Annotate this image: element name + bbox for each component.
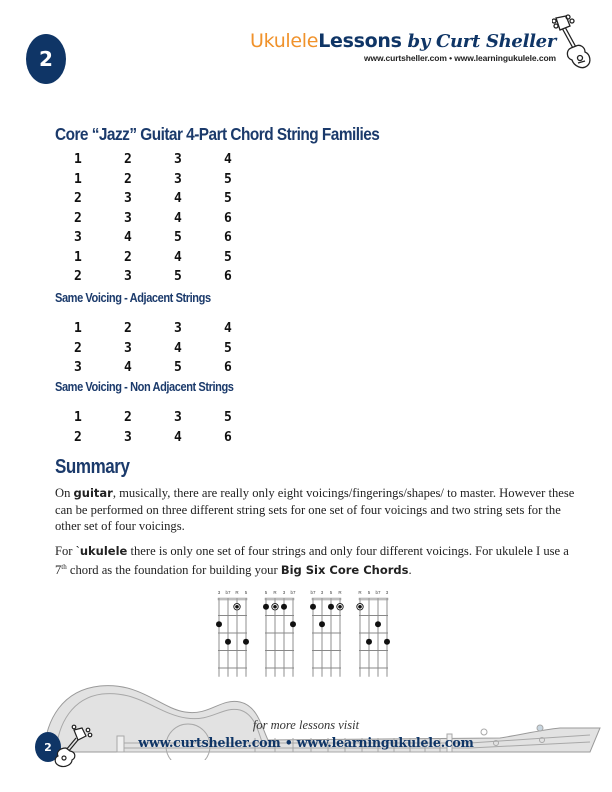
nut [218, 598, 247, 600]
string-number: 3 [74, 360, 82, 376]
finger-dot [310, 604, 316, 610]
chord-diagrams [215, 588, 395, 685]
string-number: 2 [74, 210, 82, 226]
string-number: 6 [224, 230, 232, 246]
adjacent-section [55, 290, 274, 378]
adjacent-strings-body [73, 319, 274, 378]
keyword-ukulele: ukulele [79, 543, 128, 558]
core-families-section [55, 124, 424, 287]
nut [265, 598, 294, 600]
finger-dot [375, 621, 381, 627]
string-number: 2 [74, 429, 82, 445]
table-row [73, 339, 274, 359]
interval-label: 3 [385, 590, 389, 595]
interval-label: b7 [225, 590, 231, 595]
string-number: 1 [74, 410, 82, 426]
finger-dot [225, 639, 231, 645]
footer-urls[interactable]: www.curtsheller.com • www.learningukulele.com [138, 735, 474, 750]
table-row [73, 228, 274, 248]
interval-label: R [338, 590, 342, 595]
string-number: 2 [74, 269, 82, 285]
interval-label: 5 [367, 590, 371, 595]
summary-title: Summary [55, 456, 130, 478]
interval-label: 3 [282, 590, 286, 595]
root-dot-center [235, 605, 239, 609]
finger-dot [366, 639, 372, 645]
string-number: 3 [124, 210, 132, 226]
string-number: 5 [224, 249, 232, 265]
string-number: 4 [174, 429, 182, 445]
text: , musically, there are really only eight voicings/fingerings/shapes/ to master. However these can be performed on three different string sets for one set of four voicings and two string sets for the other set of four voicings. [55, 486, 575, 533]
finger-dot [216, 621, 222, 627]
string-families-table [73, 150, 274, 287]
section-title: Core “Jazz” Guitar 4-Part Chord String Families [55, 124, 380, 144]
string-families-body [73, 150, 274, 287]
string-number: 3 [124, 429, 132, 445]
table-row [73, 408, 274, 428]
footer-ukulele-icon [50, 724, 94, 768]
string-number: 5 [224, 410, 232, 426]
string-number: 6 [224, 269, 232, 285]
page-number: 2 [39, 47, 53, 71]
string-number: 4 [224, 152, 232, 168]
string-number: 4 [124, 360, 132, 376]
ukulele-logo-icon [552, 14, 592, 74]
string-number: 1 [74, 321, 82, 337]
finger-dot [384, 639, 390, 645]
string-number: 3 [124, 340, 132, 356]
keyword-big-six-core-chords: Big Six Core Chords [280, 563, 409, 578]
string-number: 3 [174, 321, 182, 337]
text: chord as the foundation for building your [66, 563, 281, 578]
string-number: 4 [124, 230, 132, 246]
string-number: 3 [124, 191, 132, 207]
string-number: 3 [124, 269, 132, 285]
non-adjacent-section [55, 379, 274, 447]
interval-label: R [273, 590, 277, 595]
string-number: 3 [174, 410, 182, 426]
text: For ` [55, 543, 80, 558]
string-number: 1 [74, 171, 82, 187]
string-number: 2 [74, 340, 82, 356]
finger-dot [281, 604, 287, 610]
finger-dot [263, 604, 269, 610]
keyword-guitar: guitar [73, 486, 113, 500]
interval-label: 5 [244, 590, 248, 595]
interval-label: 5 [264, 590, 268, 595]
table-row [73, 209, 274, 229]
summary-paragraph-guitar [55, 485, 575, 535]
string-number: 1 [74, 152, 82, 168]
summary-section [55, 456, 575, 579]
string-number: 2 [124, 321, 132, 337]
string-number: 4 [174, 191, 182, 207]
string-number: 2 [74, 191, 82, 207]
table-row [73, 150, 274, 170]
finger-dot [319, 621, 325, 627]
root-dot-center [358, 605, 362, 609]
string-number: 5 [174, 360, 182, 376]
footer-intro: for more lessons visit [252, 718, 360, 732]
text: there is only one set of four strings and only four different voicings. For ukulele I use a 7 [55, 543, 569, 578]
chord-diagram [357, 590, 390, 677]
string-number: 3 [174, 152, 182, 168]
nut [312, 598, 341, 600]
interval-label: R [358, 590, 362, 595]
subsection-title: Same Voicing - Adjacent Strings [55, 290, 211, 305]
chord-diagram [263, 590, 296, 677]
finger-dot [290, 621, 296, 627]
brand-title [250, 30, 556, 53]
finger-dot [328, 604, 334, 610]
string-number: 5 [224, 340, 232, 356]
interval-label: b7 [290, 590, 296, 595]
non-adjacent-strings-body [73, 408, 274, 447]
string-number: 6 [224, 429, 232, 445]
interval-label: R [235, 590, 239, 595]
string-number: 4 [224, 321, 232, 337]
table-row [73, 428, 274, 448]
table-row [73, 358, 274, 378]
interval-label: b7 [310, 590, 316, 595]
string-number: 2 [124, 249, 132, 265]
string-number: 5 [224, 171, 232, 187]
finger-dot [243, 639, 249, 645]
root-dot-center [273, 605, 277, 609]
string-number: 1 [74, 249, 82, 265]
non-adjacent-strings-table [73, 408, 274, 447]
brand-ukulele: Ukulele [249, 30, 319, 52]
string-number: 5 [174, 269, 182, 285]
adjacent-strings-table [73, 319, 274, 378]
footer-page-number: 2 [44, 740, 52, 754]
string-number: 2 [124, 152, 132, 168]
string-number: 6 [224, 210, 232, 226]
string-number: 5 [224, 191, 232, 207]
string-number: 4 [174, 249, 182, 265]
string-number: 4 [174, 210, 182, 226]
table-row [73, 248, 274, 268]
table-row [73, 267, 274, 287]
brand-urls[interactable]: www.curtsheller.com • www.learningukulele.com [364, 53, 556, 63]
root-dot-center [338, 605, 342, 609]
string-number: 2 [124, 171, 132, 187]
chord-diagram [310, 590, 343, 677]
brand-lessons: Lessons [318, 30, 402, 52]
brand-logo[interactable] [250, 30, 556, 63]
text: . [408, 563, 412, 578]
interval-label: 3 [217, 590, 221, 595]
string-number: 6 [224, 360, 232, 376]
table-row [73, 170, 274, 190]
table-row [73, 189, 274, 209]
chord-diagram [216, 590, 249, 677]
string-number: 2 [124, 410, 132, 426]
interval-label: 5 [329, 590, 333, 595]
chord-diagrams-svg [215, 588, 395, 680]
string-number: 4 [174, 340, 182, 356]
summary-paragraph-ukulele [55, 543, 575, 579]
string-number: 5 [174, 230, 182, 246]
nut [359, 598, 388, 600]
text: On [55, 486, 74, 500]
interval-label: 3 [320, 590, 324, 595]
brand-author: by Curt Sheller [401, 31, 556, 52]
string-number: 3 [74, 230, 82, 246]
interval-label: b7 [375, 590, 381, 595]
string-number: 3 [174, 171, 182, 187]
subsection-title: Same Voicing - Non Adjacent Strings [55, 379, 234, 394]
superscript-th: th [61, 563, 67, 571]
table-row [73, 319, 274, 339]
page-number-badge [26, 34, 66, 84]
